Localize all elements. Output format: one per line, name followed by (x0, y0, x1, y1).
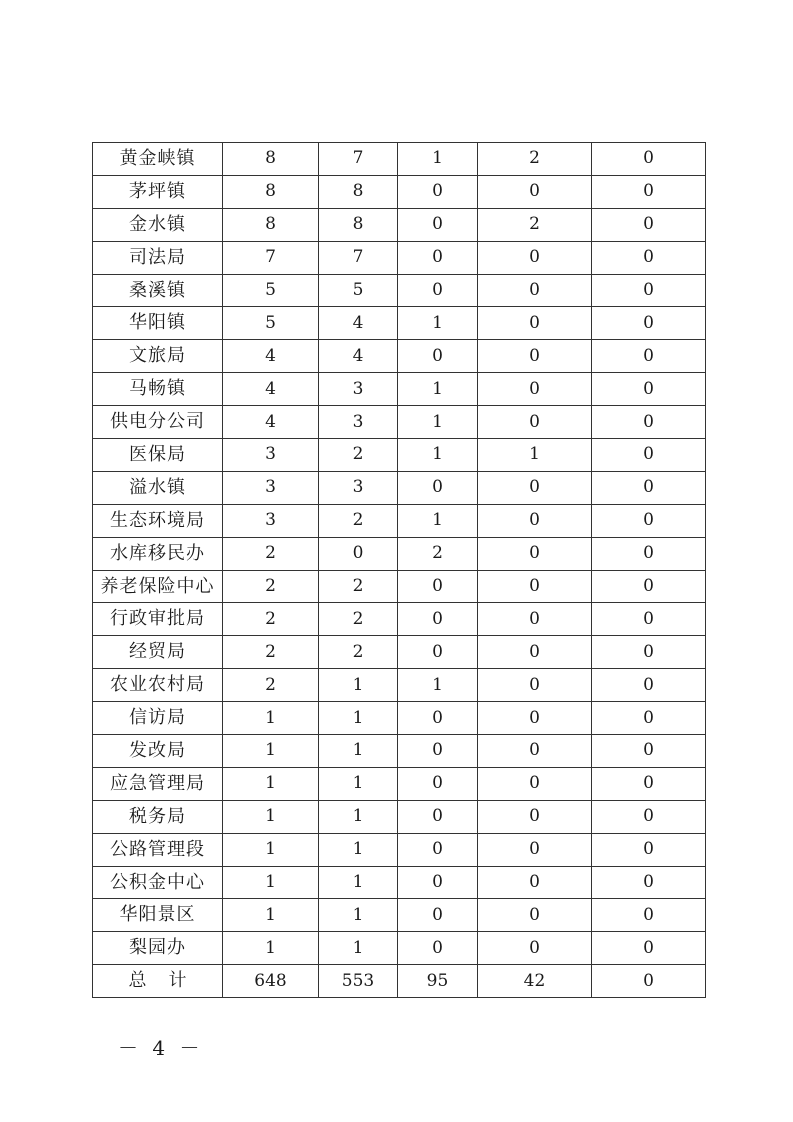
unit-name-cell: 生态环境局 (93, 504, 223, 537)
unit-name-cell: 文旅局 (93, 340, 223, 373)
total-count-cell: 1 (223, 735, 319, 768)
col3-count-cell: 0 (398, 340, 478, 373)
table-row (93, 439, 706, 472)
col4-count-cell: 0 (478, 274, 592, 307)
col2-count-cell: 0 (319, 537, 398, 570)
col3-count-cell: 1 (398, 504, 478, 537)
table-row (93, 833, 706, 866)
unit-name-cell: 公积金中心 (93, 866, 223, 899)
page-number: － 4 － (118, 1036, 204, 1060)
table-row (93, 406, 706, 439)
col3-count-cell: 0 (398, 702, 478, 735)
col2-count-cell: 1 (319, 833, 398, 866)
total-count-cell: 1 (223, 866, 319, 899)
col2-count-cell: 2 (319, 570, 398, 603)
table-row (93, 208, 706, 241)
total-count-cell: 7 (223, 241, 319, 274)
col3-count-cell: 1 (398, 373, 478, 406)
table-row (93, 373, 706, 406)
col5-count-cell: 0 (592, 471, 706, 504)
col2-count-cell: 1 (319, 932, 398, 965)
col3-count-total-cell: 95 (398, 965, 478, 998)
table-row (93, 570, 706, 603)
col5-count-cell: 0 (592, 767, 706, 800)
col4-count-cell: 0 (478, 175, 592, 208)
table-total-row (93, 965, 706, 998)
col4-count-cell: 2 (478, 208, 592, 241)
col2-count-total-cell: 553 (319, 965, 398, 998)
table-row (93, 636, 706, 669)
col4-count-cell: 0 (478, 833, 592, 866)
unit-name-cell: 黄金峡镇 (93, 143, 223, 176)
col3-count-cell: 1 (398, 143, 478, 176)
unit-name-cell: 行政审批局 (93, 603, 223, 636)
total-count-cell: 5 (223, 307, 319, 340)
unit-name-cell: 医保局 (93, 439, 223, 472)
col2-count-cell: 8 (319, 208, 398, 241)
total-count-cell: 1 (223, 767, 319, 800)
col5-count-cell: 0 (592, 373, 706, 406)
col3-count-cell: 0 (398, 603, 478, 636)
table-row (93, 603, 706, 636)
col2-count-cell: 2 (319, 504, 398, 537)
statistics-table (92, 142, 706, 998)
col5-count-cell: 0 (592, 175, 706, 208)
unit-name-cell: 华阳景区 (93, 899, 223, 932)
col5-count-cell: 0 (592, 603, 706, 636)
col4-count-cell: 0 (478, 471, 592, 504)
col4-count-cell: 0 (478, 241, 592, 274)
table-row (93, 340, 706, 373)
total-count-cell: 1 (223, 833, 319, 866)
col3-count-cell: 0 (398, 208, 478, 241)
col5-count-cell: 0 (592, 439, 706, 472)
total-count-cell: 4 (223, 406, 319, 439)
total-count-cell: 8 (223, 143, 319, 176)
col2-count-cell: 3 (319, 373, 398, 406)
total-count-cell: 3 (223, 439, 319, 472)
col4-count-cell: 0 (478, 702, 592, 735)
col5-count-cell: 0 (592, 274, 706, 307)
col3-count-cell: 0 (398, 932, 478, 965)
table-row (93, 471, 706, 504)
total-count-total-cell: 648 (223, 965, 319, 998)
unit-name-cell: 公路管理段 (93, 833, 223, 866)
col4-count-cell: 0 (478, 636, 592, 669)
total-count-cell: 1 (223, 702, 319, 735)
col3-count-cell: 0 (398, 833, 478, 866)
col4-count-cell: 0 (478, 340, 592, 373)
table-row (93, 307, 706, 340)
unit-name-cell: 司法局 (93, 241, 223, 274)
total-count-cell: 3 (223, 504, 319, 537)
col3-count-cell: 1 (398, 439, 478, 472)
unit-name-cell: 茅坪镇 (93, 175, 223, 208)
table-body (93, 143, 706, 998)
total-count-cell: 1 (223, 899, 319, 932)
col3-count-cell: 0 (398, 274, 478, 307)
col2-count-cell: 2 (319, 603, 398, 636)
table-row (93, 669, 706, 702)
unit-name-cell: 水库移民办 (93, 537, 223, 570)
col5-count-cell: 0 (592, 504, 706, 537)
unit-name-cell: 供电分公司 (93, 406, 223, 439)
col2-count-cell: 1 (319, 800, 398, 833)
col5-count-cell: 0 (592, 208, 706, 241)
col3-count-cell: 0 (398, 241, 478, 274)
table-row (93, 702, 706, 735)
table-row (93, 241, 706, 274)
col2-count-cell: 1 (319, 899, 398, 932)
col3-count-cell: 0 (398, 175, 478, 208)
table-row (93, 800, 706, 833)
unit-name-cell: 信访局 (93, 702, 223, 735)
col3-count-cell: 0 (398, 767, 478, 800)
unit-name-cell: 华阳镇 (93, 307, 223, 340)
unit-name-cell: 农业农村局 (93, 669, 223, 702)
col3-count-cell: 0 (398, 735, 478, 768)
total-count-cell: 2 (223, 669, 319, 702)
col3-count-cell: 0 (398, 866, 478, 899)
unit-name-cell: 梨园办 (93, 932, 223, 965)
col3-count-cell: 1 (398, 669, 478, 702)
unit-name-cell: 马畅镇 (93, 373, 223, 406)
col3-count-cell: 0 (398, 636, 478, 669)
table-row (93, 274, 706, 307)
col3-count-cell: 1 (398, 406, 478, 439)
col5-count-cell: 0 (592, 241, 706, 274)
col4-count-cell: 0 (478, 669, 592, 702)
unit-name-cell: 税务局 (93, 800, 223, 833)
col5-count-cell: 0 (592, 340, 706, 373)
unit-name-cell: 桑溪镇 (93, 274, 223, 307)
col5-count-total-cell: 0 (592, 965, 706, 998)
unit-name-cell: 应急管理局 (93, 767, 223, 800)
col4-count-cell: 0 (478, 537, 592, 570)
total-count-cell: 4 (223, 340, 319, 373)
col5-count-cell: 0 (592, 899, 706, 932)
unit-name-cell: 经贸局 (93, 636, 223, 669)
col2-count-cell: 8 (319, 175, 398, 208)
col5-count-cell: 0 (592, 570, 706, 603)
col2-count-cell: 3 (319, 471, 398, 504)
col2-count-cell: 7 (319, 241, 398, 274)
table-row (93, 735, 706, 768)
col4-count-cell: 0 (478, 603, 592, 636)
table-row (93, 932, 706, 965)
col5-count-cell: 0 (592, 537, 706, 570)
col2-count-cell: 1 (319, 866, 398, 899)
table-row (93, 899, 706, 932)
col4-count-cell: 0 (478, 767, 592, 800)
table-row (93, 866, 706, 899)
total-count-cell: 1 (223, 932, 319, 965)
col5-count-cell: 0 (592, 406, 706, 439)
col5-count-cell: 0 (592, 932, 706, 965)
unit-name-cell: 发改局 (93, 735, 223, 768)
total-count-cell: 2 (223, 636, 319, 669)
unit-name-cell: 金水镇 (93, 208, 223, 241)
col2-count-cell: 1 (319, 767, 398, 800)
col2-count-cell: 2 (319, 439, 398, 472)
col5-count-cell: 0 (592, 833, 706, 866)
total-count-cell: 2 (223, 570, 319, 603)
total-count-cell: 8 (223, 208, 319, 241)
col5-count-cell: 0 (592, 307, 706, 340)
col2-count-cell: 4 (319, 340, 398, 373)
total-count-cell: 2 (223, 603, 319, 636)
table-row (93, 175, 706, 208)
col4-count-cell: 0 (478, 307, 592, 340)
total-count-cell: 3 (223, 471, 319, 504)
col4-count-cell: 0 (478, 570, 592, 603)
col4-count-cell: 0 (478, 735, 592, 768)
unit-name-cell: 溢水镇 (93, 471, 223, 504)
total-count-cell: 8 (223, 175, 319, 208)
col4-count-cell: 0 (478, 800, 592, 833)
col4-count-total-cell: 42 (478, 965, 592, 998)
col2-count-cell: 4 (319, 307, 398, 340)
col4-count-cell: 0 (478, 866, 592, 899)
col3-count-cell: 0 (398, 800, 478, 833)
col4-count-cell: 1 (478, 439, 592, 472)
table-row (93, 504, 706, 537)
col2-count-cell: 3 (319, 406, 398, 439)
col2-count-cell: 1 (319, 735, 398, 768)
table-row (93, 143, 706, 176)
col5-count-cell: 0 (592, 143, 706, 176)
col5-count-cell: 0 (592, 669, 706, 702)
col2-count-cell: 1 (319, 702, 398, 735)
total-count-cell: 4 (223, 373, 319, 406)
col4-count-cell: 2 (478, 143, 592, 176)
col4-count-cell: 0 (478, 373, 592, 406)
table-row (93, 767, 706, 800)
table-row (93, 537, 706, 570)
unit-name-cell: 养老保险中心 (93, 570, 223, 603)
col5-count-cell: 0 (592, 636, 706, 669)
col4-count-cell: 0 (478, 504, 592, 537)
col4-count-cell: 0 (478, 406, 592, 439)
col4-count-cell: 0 (478, 932, 592, 965)
col3-count-cell: 1 (398, 307, 478, 340)
col3-count-cell: 0 (398, 471, 478, 504)
col5-count-cell: 0 (592, 800, 706, 833)
col2-count-cell: 2 (319, 636, 398, 669)
col2-count-cell: 5 (319, 274, 398, 307)
col5-count-cell: 0 (592, 735, 706, 768)
total-count-cell: 5 (223, 274, 319, 307)
col3-count-cell: 0 (398, 899, 478, 932)
col3-count-cell: 0 (398, 570, 478, 603)
col5-count-cell: 0 (592, 702, 706, 735)
col3-count-cell: 2 (398, 537, 478, 570)
col2-count-cell: 7 (319, 143, 398, 176)
col4-count-cell: 0 (478, 899, 592, 932)
total-label-cell: 总计 (93, 965, 223, 998)
col2-count-cell: 1 (319, 669, 398, 702)
col5-count-cell: 0 (592, 866, 706, 899)
total-count-cell: 2 (223, 537, 319, 570)
total-count-cell: 1 (223, 800, 319, 833)
